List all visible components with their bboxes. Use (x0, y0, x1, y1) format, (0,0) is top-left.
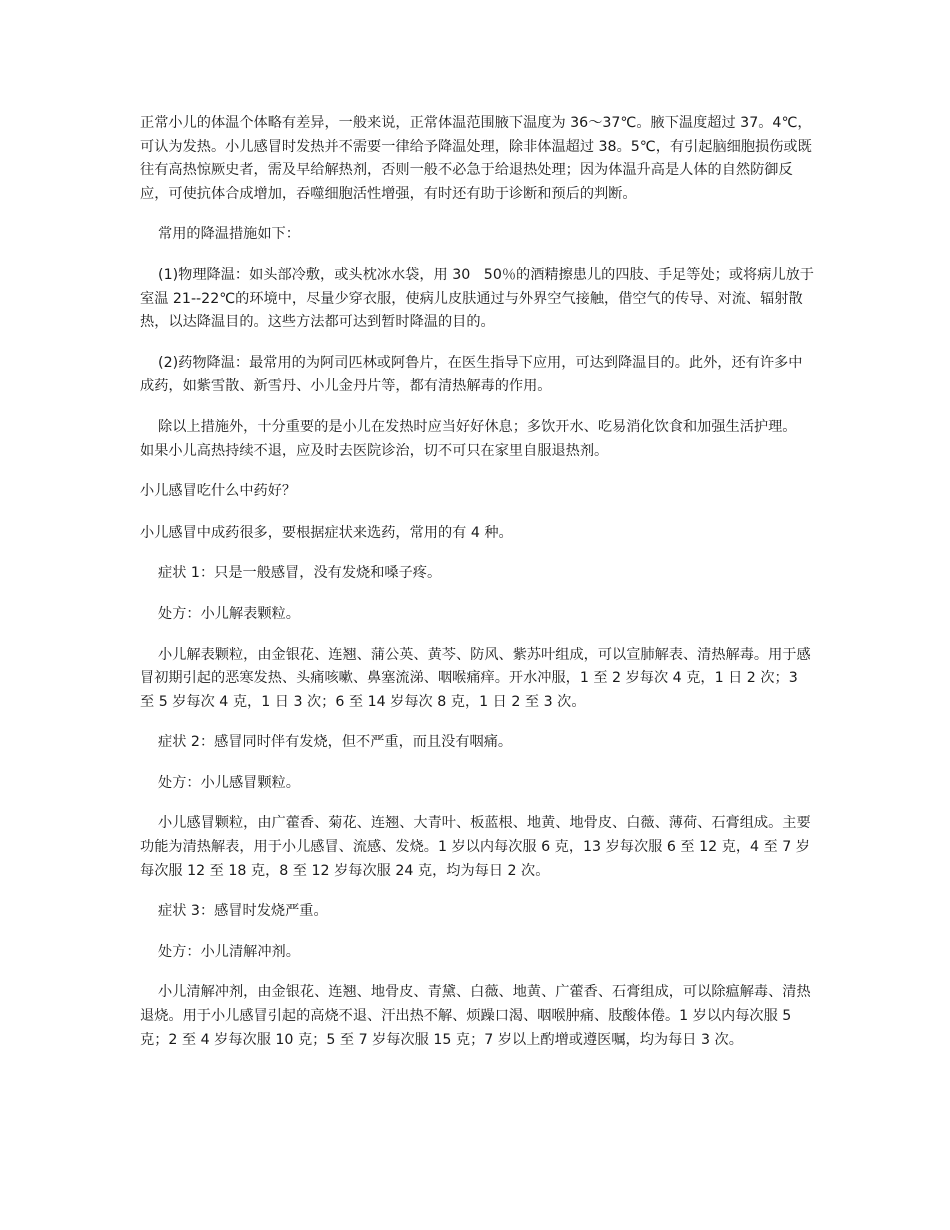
paragraph-symptom-3: 症状 3：感冒时发烧严重。 (140, 903, 328, 920)
paragraph-physical-cooling: (1)物理降温：如头部冷敷，或头枕冰水袋，用 30 50％的酒精擦患儿的四肢、手足等处；或将病儿放于室温 21--22℃的环境中，尽量少穿衣服，使病儿皮肤通过与外界空气接触，借空气的传导、对流、辐射散热，以达降温目的。这些方法都可达到暂时降温的目的。 (140, 266, 814, 331)
paragraph-symptom-1: 症状 1：只是一般感冒，没有发烧和嗓子疼。 (140, 565, 442, 582)
paragraph-rest-advice: 除以上措施外，十分重要的是小儿在发热时应当好好休息；多饮开水、吃易消化饮食和加强生活护理。 如果小儿高热持续不退，应及时去医院诊治，切不可只在家里自服退热剂。 (140, 418, 802, 459)
paragraph-drug-cooling: (2)药物降温：最常用的为阿司匹林或阿鲁片，在医生指导下应用，可达到降温目的。此外，还有许多中成药，如紫雪散、新雪丹、小儿金丹片等，都有清热解毒的作用。 (140, 354, 803, 395)
paragraph-question-heading: 小儿感冒吃什么中药好？ (140, 483, 297, 500)
paragraph-description-3: 小儿清解冲剂，由金银花、连翘、地骨皮、青黛、白薇、地黄、广藿香、石膏组成，可以除瘟解毒、清热退烧。用于小儿感冒引起的高烧不退、汗出热不解、烦躁口渴、咽喉肿痛、肢酸体倦。1 岁以内每次服 5 克；2 至 4 岁每次服 10 克；5 至 7 岁每次服 15 克；7 岁以上酌增或遵医嘱，均为每日 3 次。 (140, 984, 811, 1048)
paragraph-symptom-2: 症状 2：感冒同时伴有发烧，但不严重，而且没有咽痛。 (140, 734, 513, 751)
paragraph-description-2: 小儿感冒颗粒，由广藿香、菊花、连翘、大青叶、板蓝根、地黄、地骨皮、白薇、薄荷、石膏组成。主要功能为清热解表，用于小儿感冒、流感、发烧。1 岁以内每次服 6 克，13 岁每次服 6 至 12 克，4 至 7 岁每次服 12 至 18 克，8 至 12 岁每次服 24 克，均为每日 2 次。 (140, 815, 811, 879)
paragraph-prescription-2: 处方：小儿感冒颗粒。 (140, 774, 300, 791)
paragraph-prescription-1: 处方：小儿解表颗粒。 (140, 605, 300, 622)
paragraph-fever-intro: 正常小儿的体温个体略有差异，一般来说，正常体温范围腋下温度为 36～37℃。腋下温度超过 37。4℃，可认为发热。小儿感冒时发热并不需要一律给予降温处理，除非体温超过 38。5℃，有引起脑细胞损伤或既往有高热惊厥史者，需及早给解热剂，否则一般不必急于给退热处理；因为体温升高是人体的自然防御反应，可使抗体合成增加，吞噬细胞活性增强，有时还有助于诊断和预后的判断。 (140, 115, 812, 202)
paragraph-prescription-3: 处方：小儿清解冲剂。 (140, 943, 300, 960)
paragraph-cooling-methods-heading: 常用的降温措施如下： (140, 226, 300, 243)
document-body (140, 112, 815, 1069)
paragraph-description-1: 小儿解表颗粒，由金银花、连翘、蒲公英、黄芩、防风、紫苏叶组成，可以宣肺解表、清热解毒。用于感冒初期引起的恶寒发热、头痛咳嗽、鼻塞流涕、咽喉痛痒。开水冲服，1 至 2 岁每次 4 克，1 日 2 次；3 至 5 岁每次 4 克，1 日 3 次；6 至 14 岁每次 8 克，1 日 2 至 3 次。 (140, 646, 811, 710)
paragraph-medicine-overview: 小儿感冒中成药很多，要根据症状来选药，常用的有 4 种。 (140, 524, 513, 541)
